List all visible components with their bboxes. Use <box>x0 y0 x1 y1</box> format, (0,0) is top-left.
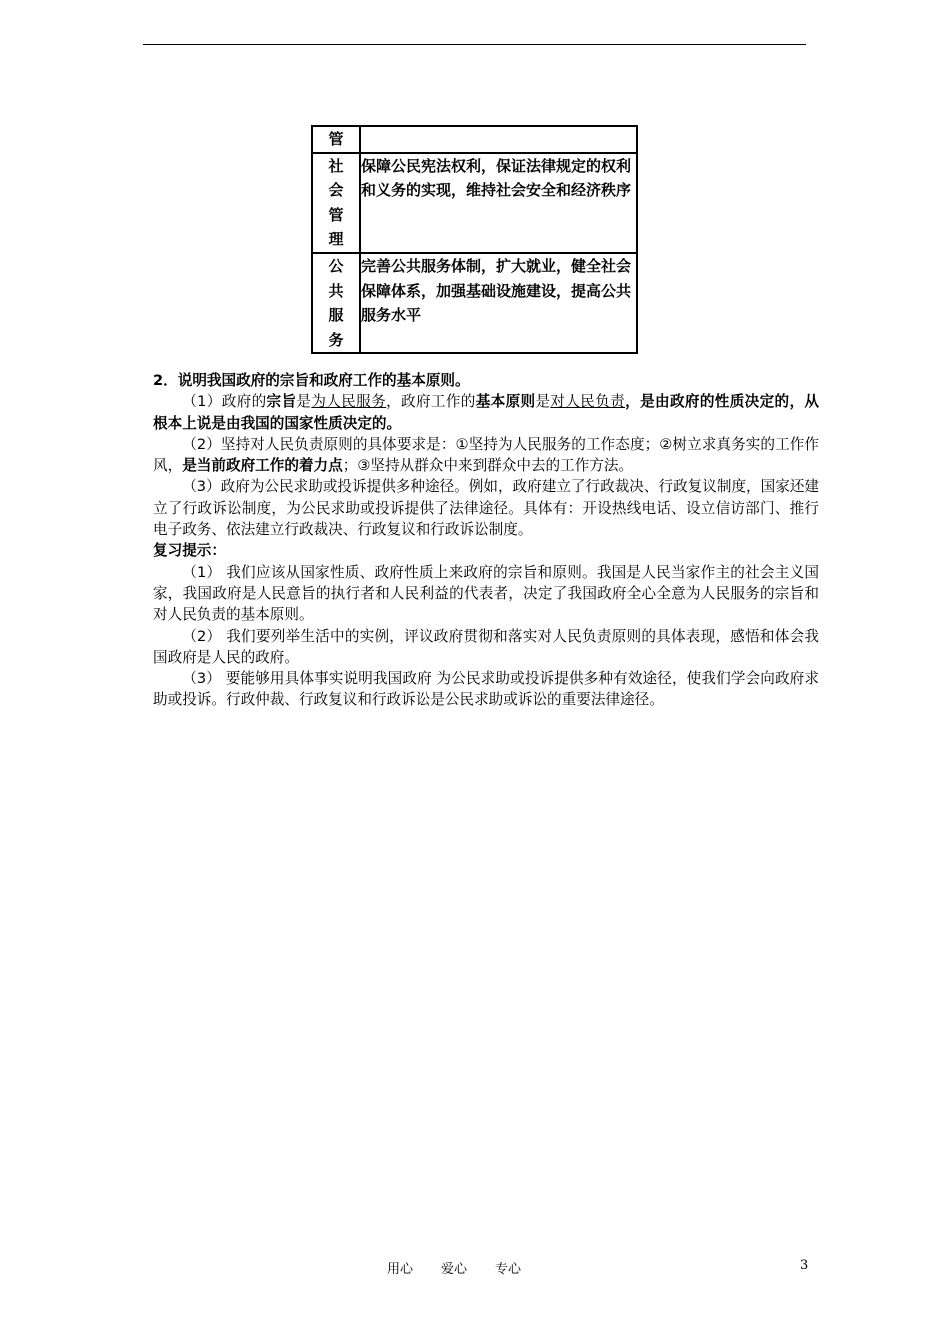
paragraph-channels: （3）政府为公民求助或投诉提供多种途径。例如，政府建立了行政裁决、行政复议制度，国家还建立了行政诉讼制度，为公民求助或投诉提供了法律途径。具体有：开设热线电话、设立信访部门、推行电子政务、依法建立行政裁决、行政复议和行政诉讼制度。 <box>153 478 820 539</box>
section-heading: 2．说明我国政府的宗旨和政府工作的基本原则。 <box>153 372 470 389</box>
review-item: （2） 我们要列举生活中的实例，评议政府贯彻和落实对人民负责原则的具体表现，感悟和体会我国政府是人民的政府。 <box>153 627 819 666</box>
review-item: （1） 我们应该从国家性质、政府性质上来政府的宗旨和原则。我国是人民当家作主的社会主义国家，我国政府是人民意旨的执行者和人民利益的代表者，决定了我国政府全心全意为人民服务的宗旨和对人民负责的基本原则。 <box>153 563 819 624</box>
paragraph-requirements: （2）坚持对人民负责原则的具体要求是：①坚持为人民服务的工作态度；②树立求真务实的工作作风，是当前政府工作的着力点；③坚持从群众中来到群众中去的工作方法。 <box>153 435 819 475</box>
row-label: 公 共 服 务 <box>312 253 360 353</box>
government-functions-table <box>311 125 638 354</box>
review-item: （3） 要能够用具体事实说明我国政府 为公民求助或投诉提供多种有效途径，使我们学会向政府求助或投诉。行政仲裁、行政复议和行政诉讼是公民求助或诉讼的重要法律途径。 <box>153 670 819 709</box>
paragraph-purpose: （1）政府的宗旨是为人民服务，政府工作的基本原则是对人民负责，是由政府的性质决定的，从根本上说是由我国的国家性质决定的。 <box>153 393 819 432</box>
page-number: 3 <box>800 1258 809 1273</box>
row-content: 完善公共服务体制，扩大就业，健全社会保障体系，加强基础设施建设，提高公共服务水平 <box>360 253 637 353</box>
footer-motto: 用心 爱心 专心 <box>387 1262 522 1277</box>
header-rule <box>143 44 806 45</box>
main-content <box>153 370 819 711</box>
row-content <box>360 126 637 153</box>
row-label: 社 会 管 理 <box>312 153 360 253</box>
row-label: 管 <box>312 126 360 153</box>
row-content: 保障公民宪法权利，保证法律规定的权利和义务的实现，维持社会安全和经济秩序 <box>360 153 637 253</box>
table-row <box>312 253 637 353</box>
table-row <box>312 126 637 153</box>
table-row <box>312 153 637 253</box>
review-heading: 复习提示： <box>153 542 226 560</box>
